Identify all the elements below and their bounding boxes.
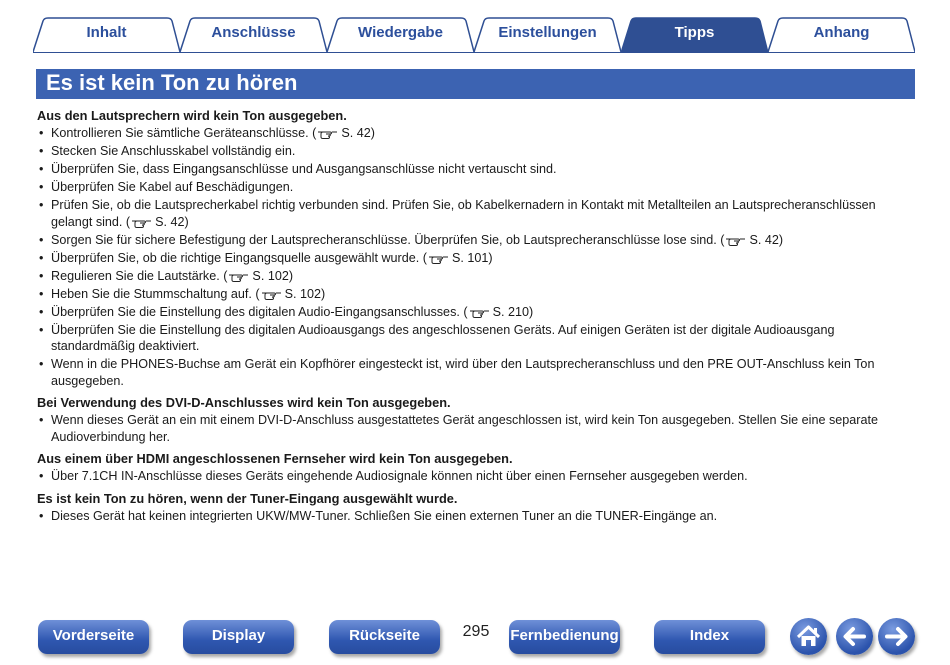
bullet: • [39, 304, 44, 319]
section [37, 450, 909, 485]
pointing-hand-icon [317, 127, 338, 139]
item-text: Sorgen Sie für sichere Befestigung der Lautsprecheranschlüsse. Überprüfen Sie, ob Lautsprecheranschlüsse lose sind. [51, 232, 717, 247]
bullet-list [37, 508, 909, 525]
page-title-bar [36, 69, 915, 99]
tab-anschluesse[interactable] [180, 17, 327, 53]
bullet-list [37, 125, 909, 389]
button-label: Rückseite [349, 627, 420, 644]
button-label: Display [211, 627, 266, 644]
list-item [37, 125, 909, 142]
item-text: Über 7.1CH IN-Anschlüsse dieses Geräts eingehende Audiosignale können nicht über einen Fernseher ausgegeben werden. [51, 469, 748, 483]
page-reference: S. 42 [749, 232, 779, 247]
page-reference-link[interactable]: ( S. 42) [716, 232, 784, 247]
list-item [37, 143, 909, 160]
tab-label: Tipps [674, 24, 715, 41]
page-title: Es ist kein Ton zu hören [46, 70, 298, 95]
page-number: 295 [462, 623, 490, 640]
bullet: • [39, 413, 44, 427]
tab-label: Anschlüsse [211, 24, 296, 41]
item-text: Wenn in die PHONES-Buchse am Gerät ein Kopfhörer eingesteckt ist, wird über den Lautsprecheranschluss und den PRE OUT-Anschluss kein Ton ausgegeben. [51, 357, 875, 388]
item-text: Überprüfen Sie Kabel auf Beschädigungen. [51, 180, 294, 194]
item-text: Prüfen Sie, ob die Lautsprecherkabel richtig verbunden sind. Prüfen Sie, ob Kabelkernadern in Kontakt mit Metallteilen an Lautsprecheranschlüssen gelangt sind. [51, 198, 876, 229]
rueckseite-button[interactable] [329, 620, 440, 654]
bullet: • [39, 162, 44, 176]
list-item [37, 197, 909, 230]
tab-label: Inhalt [86, 24, 127, 41]
list-item [37, 508, 909, 525]
page-reference: S. 42 [341, 126, 371, 140]
list-item [37, 356, 909, 389]
page-reference: S. 210 [492, 304, 529, 319]
bullet: • [39, 357, 44, 371]
page-reference-link[interactable]: ( S. 42) [122, 214, 189, 229]
page-reference-link[interactable]: ( S. 210) [459, 304, 534, 319]
pointing-hand-icon [428, 252, 449, 264]
section-heading: Aus einem über HDMI angeschlossenen Fernseher wird kein Ton ausgegeben. [37, 451, 513, 466]
list-item [37, 468, 909, 485]
list-item [37, 161, 909, 178]
section [37, 490, 909, 525]
bullet: • [39, 144, 44, 158]
item-text: Heben Sie die Stummschaltung auf. [51, 286, 252, 301]
item-text: Wenn dieses Gerät an ein mit einem DVI-D-Anschluss ausgestattetes Gerät angeschlossen ist, wird kein Ton ausgegeben. Stellen Sie eine separate Audioverbindung her. [51, 413, 878, 444]
bullet: • [39, 469, 44, 483]
arrow-right-icon [878, 618, 915, 655]
arrow-left-icon [836, 618, 873, 655]
list-item [37, 232, 909, 249]
pointing-hand-icon [725, 234, 746, 246]
vorderseite-button[interactable] [38, 620, 149, 654]
page-reference: S. 101 [451, 250, 489, 265]
page-reference-link[interactable]: ( S. 102) [251, 286, 326, 301]
back-button[interactable] [836, 618, 873, 655]
item-text: Stecken Sie Anschlusskabel vollständig ein. [51, 144, 296, 158]
page-reference-link[interactable]: ( S. 102) [219, 268, 294, 283]
section-heading: Es ist kein Ton zu hören, wenn der Tuner-Eingang ausgewählt wurde. [37, 490, 458, 506]
index-button[interactable] [654, 620, 765, 654]
section [37, 394, 909, 445]
tab-inhalt[interactable] [33, 17, 180, 53]
display-button[interactable] [183, 620, 294, 654]
pointing-hand-icon [261, 288, 282, 300]
item-text: Überprüfen Sie, dass Eingangsanschlüsse und Ausgangsanschlüsse nicht vertauscht sind. [51, 162, 557, 176]
tab-label: Einstellungen [498, 24, 597, 41]
tab-label: Anhang [813, 24, 870, 41]
button-label: Index [689, 627, 730, 644]
bullet: • [39, 322, 44, 337]
bullet: • [39, 198, 44, 212]
bullet: • [39, 232, 44, 247]
list-item [37, 179, 909, 196]
home-icon [790, 618, 827, 655]
tab-anhang[interactable] [768, 17, 915, 53]
bullet-list [37, 468, 909, 485]
page-reference-link[interactable]: ( S. 42) [308, 126, 375, 140]
item-text: Überprüfen Sie die Einstellung des digitalen Audioausgangs des angeschlossenen Geräts. Auf einigen Geräten ist der digitale Audioausgang standardmäßig deaktiviert. [51, 322, 835, 353]
main-content [37, 107, 909, 529]
section-heading: Aus den Lautsprechern wird kein Ton ausgegeben. [37, 108, 347, 123]
section-heading: Bei Verwendung des DVI-D-Anschlusses wird kein Ton ausgegeben. [37, 395, 451, 410]
item-text: Überprüfen Sie die Einstellung des digitalen Audio-Eingangsanschlusses. [51, 304, 460, 319]
item-text: Regulieren Sie die Lautstärke. [51, 268, 220, 283]
page-reference: S. 102 [252, 268, 289, 283]
pointing-hand-icon [469, 306, 490, 318]
list-item [37, 250, 909, 267]
list-item [37, 286, 909, 303]
list-item [37, 304, 909, 321]
button-label: Fernbedienung [510, 627, 619, 644]
section [37, 107, 909, 389]
button-label: Vorderseite [52, 627, 135, 644]
page-reference: S. 42 [155, 214, 185, 229]
list-item [37, 412, 909, 445]
tab-wiedergabe[interactable] [327, 17, 474, 53]
tab-bar [33, 17, 915, 53]
item-text: Dieses Gerät hat keinen integrierten UKW/MW-Tuner. Schließen Sie einen externen Tuner an die TUNER-Eingänge an. [51, 508, 718, 523]
bullet: • [39, 286, 44, 301]
bullet: • [39, 268, 44, 283]
pointing-hand-icon [131, 216, 152, 228]
tab-tipps[interactable] [621, 17, 768, 53]
forward-button[interactable] [878, 618, 915, 655]
tab-label: Wiedergabe [358, 24, 443, 41]
tab-einstellungen[interactable] [474, 17, 621, 53]
page-reference: S. 102 [284, 286, 322, 301]
bullet: • [39, 508, 44, 523]
list-item [37, 322, 909, 355]
item-text: Kontrollieren Sie sämtliche Geräteanschlüsse. [51, 126, 309, 140]
page-reference-link[interactable]: ( S. 101) [419, 250, 493, 265]
bullet: • [39, 180, 44, 194]
list-item [37, 268, 909, 285]
bullet: • [39, 250, 44, 265]
bullet: • [39, 126, 44, 140]
home-button[interactable] [790, 618, 827, 655]
item-text: Überprüfen Sie, ob die richtige Eingangsquelle ausgewählt wurde. [51, 250, 420, 265]
bullet-list [37, 412, 909, 445]
pointing-hand-icon [228, 270, 249, 282]
fernbedienung-button[interactable] [509, 620, 620, 654]
